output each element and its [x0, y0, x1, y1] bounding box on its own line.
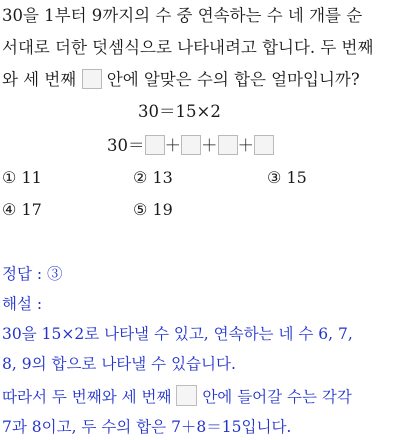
explanation-label: 해설 : — [2, 295, 43, 313]
choice-mark: ① — [2, 168, 17, 187]
question-line-3-start: 와 세 번째 — [2, 70, 77, 89]
plus-sign: ＋ — [201, 136, 218, 155]
choice-4[interactable] — [2, 200, 42, 219]
plus-sign: ＋ — [164, 136, 181, 155]
choice-5[interactable] — [133, 200, 173, 219]
question-line-3 — [2, 66, 360, 90]
question-line-2: 서대로 더한 덧셈식으로 나타내려고 합니다. 두 번째 — [2, 38, 374, 57]
equation-2 — [107, 132, 274, 156]
answer-label: 정답 : ③ — [2, 265, 63, 283]
explanation-line-4: 7과 8이고, 두 수의 합은 7＋8＝15입니다. — [2, 418, 292, 436]
blank-box-4 — [254, 135, 274, 155]
choice-3[interactable] — [267, 168, 307, 187]
choice-2[interactable] — [133, 168, 173, 187]
blank-box-3 — [218, 135, 238, 155]
equation-2-lhs: 30＝ — [107, 136, 145, 155]
choice-mark: ④ — [2, 200, 17, 219]
blank-box-reference — [176, 385, 197, 406]
explanation-line-3-end: 안에 들어갈 수는 각각 — [202, 388, 352, 406]
choice-1[interactable] — [2, 168, 42, 187]
choice-value: 17 — [21, 200, 42, 219]
blank-box-1 — [145, 135, 165, 155]
question-line-1: 30을 1부터 9까지의 수 중 연속하는 수 네 개를 순 — [2, 6, 363, 25]
explanation-line-3-start: 따라서 두 번째와 세 번째 — [2, 388, 172, 406]
choice-value: 19 — [152, 200, 173, 219]
choice-value: 13 — [152, 168, 173, 187]
blank-box-2 — [181, 135, 201, 155]
choice-mark: ② — [133, 168, 148, 187]
answer-blank-box — [82, 69, 102, 89]
choice-value: 15 — [286, 168, 307, 187]
explanation-line-1: 30을 15×2로 나타낼 수 있고, 연속하는 네 수 6, 7, — [2, 325, 353, 343]
equation-1: 30＝15×2 — [138, 102, 221, 121]
plus-sign: ＋ — [237, 136, 254, 155]
choice-mark: ③ — [267, 168, 282, 187]
choice-value: 11 — [21, 168, 42, 187]
choice-mark: ⑤ — [133, 200, 148, 219]
explanation-line-3 — [2, 385, 352, 407]
question-line-3-end: 안에 알맞은 수의 합은 얼마입니까? — [106, 70, 360, 89]
explanation-line-2: 8, 9의 합으로 나타낼 수 있습니다. — [2, 355, 236, 373]
